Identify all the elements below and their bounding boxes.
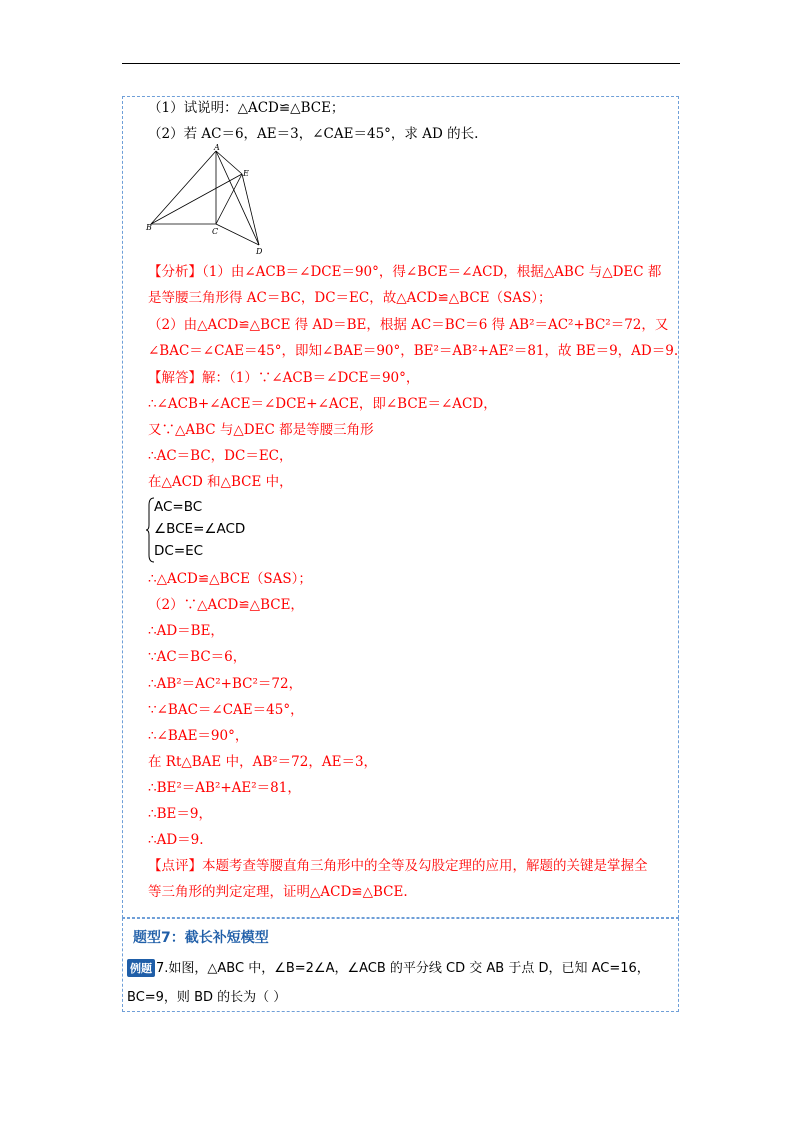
- analysis-tag: 【分析】: [148, 264, 202, 280]
- example-line-1: 例题 7.如图，△ABC 中，∠B=2∠A，∠ACB 的平分线 CD 交 AB 于点 D，已知 AC=16，: [127, 957, 650, 977]
- comment-tag: 【点评】: [148, 858, 202, 874]
- label-E: E: [243, 169, 249, 178]
- comment-line-2: 等三角形的判定定理，证明△ACD≌△BCE.: [148, 884, 408, 900]
- solution-line-13: 在 Rt△BAE 中，AB²＝72，AE＝3，: [148, 754, 378, 770]
- solution-line-8: ∴AD＝BE，: [148, 623, 224, 639]
- section-heading: 题型7：截长补短模型: [133, 930, 269, 946]
- solution-line-11: ∵∠BAC＝∠CAE＝45°，: [148, 702, 304, 718]
- geometry-figure: [142, 143, 272, 258]
- label-C: C: [212, 227, 219, 236]
- example-badge: 例题: [127, 959, 155, 977]
- label-A: A: [214, 143, 220, 152]
- solution-line-2: ∴∠ACB+∠ACE＝∠DCE+∠ACE，即∠BCE＝∠ACD，: [148, 396, 497, 412]
- analysis-line-3: （2）由△ACD≌△BCE 得 AD＝BE，根据 AC＝BC＝6 得 AB²＝AC²+BC²＝72，又: [148, 317, 669, 333]
- question-part-1: （1）试说明：△ACD≌△BCE；: [148, 100, 345, 116]
- analysis-line-4: ∠BAC＝∠CAE＝45°，即知∠BAE＝90°，BE²＝AB²+AE²＝81，故 BE＝9，AD＝9.: [148, 343, 679, 359]
- solution-line-5: 在△ACD 和△BCE 中，: [148, 474, 293, 490]
- brace-line-1: AC=BC: [154, 499, 203, 515]
- comment-line-1: 【点评】本题考查等腰直角三角形中的全等及勾股定理的应用，解题的关键是掌握全: [148, 858, 648, 874]
- analysis-line-1: 【分析】（1）由∠ACB＝∠DCE＝90°，得∠BCE＝∠ACD，根据△ABC 与△DEC 都: [148, 264, 662, 280]
- solution-line-1: 【解答】解：（1）∵∠ACB＝∠DCE＝90°，: [148, 370, 420, 386]
- label-B: B: [146, 223, 152, 232]
- brace-line-2: ∠BCE=∠ACD: [154, 521, 246, 537]
- solution-tag: 【解答】: [148, 370, 202, 386]
- solution-line-6: ∴△ACD≌△BCE（SAS）；: [148, 571, 312, 587]
- example-line-2: BC=9，则 BD 的长为（ ）: [127, 990, 287, 1005]
- brace-line-3: DC=EC: [154, 543, 204, 559]
- label-D: D: [256, 247, 263, 256]
- header-rule: [122, 63, 680, 64]
- analysis-line-2: 是等腰三角形得 AC＝BC，DC＝EC，故△ACD≌△BCE（SAS）；: [148, 290, 552, 306]
- solution-line-9: ∵AC＝BC＝6，: [148, 649, 247, 665]
- brace-system: [146, 497, 286, 563]
- solution-line-16: ∴AD＝9.: [148, 832, 204, 848]
- solution-line-3: 又∵△ABC 与△DEC 都是等腰三角形: [148, 422, 374, 438]
- solution-line-12: ∴∠BAE＝90°，: [148, 728, 249, 744]
- solution-line-4: ∴AC＝BC，DC＝EC，: [148, 448, 293, 464]
- solution-line-15: ∴BE＝9，: [148, 806, 212, 822]
- solution-line-10: ∴AB²＝AC²+BC²＝72，: [148, 676, 303, 692]
- solution-line-7: （2）∵△ACD≌△BCE，: [148, 597, 304, 613]
- solution-line-14: ∴BE²＝AB²+AE²＝81，: [148, 780, 301, 796]
- question-part-2: （2）若 AC＝6，AE＝3，∠CAE＝45°，求 AD 的长.: [148, 126, 479, 142]
